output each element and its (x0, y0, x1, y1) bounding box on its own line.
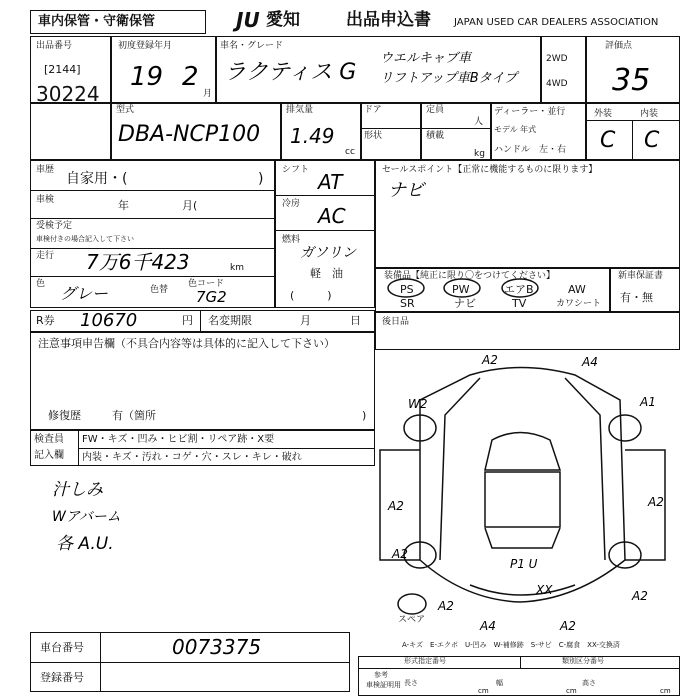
cm-unit-1: cm (478, 687, 489, 695)
damage-mark-1: A2 (482, 353, 498, 367)
km-unit: km (230, 263, 244, 273)
color-code-value: 7G2 (196, 288, 227, 306)
shaken-label: 車検 (36, 195, 55, 205)
mileage-value: 7万6千423 (86, 250, 190, 274)
damage-mark-4: A1 (640, 395, 656, 409)
damage-mark-9: XX (536, 583, 553, 597)
form-title: 出品申込書 (346, 10, 431, 30)
color-code-label: 色コード (188, 279, 225, 289)
lot-label: 出品番号 (36, 41, 73, 51)
load-label: 積載 (426, 131, 445, 141)
equip-ps: PS (400, 283, 414, 296)
drive-4wd: 4WD (546, 79, 568, 89)
fuel-label: 燃料 (282, 235, 301, 245)
sales-point-value: ナビ (388, 180, 424, 201)
lot-number: 30224 (36, 82, 100, 106)
damage-mark-6: A2 (648, 495, 664, 509)
cm-unit-2: cm (566, 687, 577, 695)
damage-mark-5: A2 (388, 499, 404, 513)
ac-label: 冷房 (282, 199, 301, 209)
color-label: 色 (36, 279, 46, 289)
damage-mark-7: A2 (392, 547, 408, 561)
cc-unit: cc (345, 147, 355, 157)
registration-month: 2 (182, 62, 199, 92)
registration-label: 初度登録年月 (118, 41, 173, 51)
fuel-paren: ( ) (290, 289, 332, 302)
handwritten-note-1: 汁しみ (52, 480, 103, 500)
damage-mark-12: A2 (560, 619, 576, 633)
warranty-options: 有・無 (620, 291, 653, 304)
model-year-label: モデル 年式 (494, 125, 537, 134)
inspector-label-1: 検査員 (34, 434, 64, 445)
interior-line: 内装・キズ・汚れ・コゲ・穴・スレ・キレ・破れ (82, 452, 302, 463)
height-label: 高さ (582, 679, 596, 687)
equipment-label: 装備品【純正に限り〇をつけてください】 (384, 271, 556, 281)
later-item-block (375, 312, 680, 350)
cm-unit-3: cm (660, 687, 671, 695)
person-unit: 人 (474, 117, 484, 127)
damage-legend: A-キズ E-エクボ U-凹み W-補修跡 S-サビ C-腐食 XX-交換済 (402, 641, 620, 649)
ext-value: C (600, 128, 616, 153)
spare-label: スペア (398, 615, 426, 625)
cert-label: 車検証明用 (366, 681, 401, 689)
damage-mark-11: A4 (480, 619, 496, 633)
capacity-label: 定員 (426, 105, 445, 115)
sales-point-block (375, 160, 680, 268)
color-value: グレー (60, 284, 109, 303)
car-note-2: リフトアップ車Bタイプ (380, 71, 517, 86)
repair-value: 有（箇所 (112, 409, 156, 422)
ac-value: AC (318, 204, 346, 228)
jyushin-note: 車検付きの場合記入して下さい (36, 235, 134, 243)
shift-value: AT (318, 170, 343, 194)
drive-2wd: 2WD (546, 54, 568, 64)
warranty-label: 新車保証書 (618, 271, 664, 281)
ref-label: 参考 (374, 671, 388, 679)
int-label: 内装 (640, 109, 659, 119)
org-name: 愛知 (266, 10, 300, 30)
model-value: DBA-NCP100 (118, 122, 261, 147)
equip-aw: AW (568, 283, 586, 296)
notes-label: 注意事項申告欄（不具合内容等は具体的に記入して下さい） (38, 337, 335, 350)
shift-label: シフト (282, 165, 310, 175)
kg-unit: kg (474, 149, 485, 159)
ju-logo: JU (236, 8, 260, 32)
name-change-day: 日 (350, 314, 361, 327)
car-name-label: 車名・グレード (220, 41, 284, 51)
history-value: 自家用・( (66, 171, 128, 187)
recycle-value: 10670 (80, 310, 138, 331)
spec-number-label: 形式指定番号 (404, 657, 446, 665)
door-label: ドア (364, 105, 382, 115)
width-label: 幅 (496, 679, 503, 687)
equip-seat: カワシート (556, 299, 602, 309)
registration-number-label: 登録番号 (40, 671, 84, 684)
damage-mark-2: A4 (582, 355, 598, 369)
fw-line: FW・キズ・凹み・ヒビ割・リペア跡・X要 (82, 434, 275, 445)
association-name: JAPAN USED CAR DEALERS ASSOCIATION (454, 17, 659, 28)
registration-month-unit: 月 (203, 89, 213, 99)
ext-label: 外装 (594, 109, 613, 119)
sales-point-label: セールスポイント【正常に機能するものに限ります】 (382, 165, 598, 175)
displacement-value: 1.49 (290, 124, 335, 148)
damage-mark-10: A2 (438, 599, 454, 613)
recycle-label: R券 (36, 314, 55, 327)
inspector-label-2: 記入欄 (34, 450, 64, 461)
damage-mark-8: P1 U (510, 557, 538, 571)
shaken-month-day: 月( (182, 199, 198, 212)
storage-label: 車内保管・守衛保管 (38, 14, 156, 29)
damage-mark-3: W2 (408, 397, 428, 411)
registration-year: 19 (130, 62, 164, 92)
model-label: 型式 (116, 105, 135, 115)
shape-label: 形状 (364, 131, 383, 141)
equip-airbag: エアB (504, 283, 534, 296)
int-value: C (644, 128, 660, 153)
displacement-label: 排気量 (286, 105, 314, 115)
name-change-month: 月 (300, 314, 311, 327)
car-name: ラクティス G (224, 60, 357, 85)
handwritten-note-2: Wアバーム (52, 509, 121, 525)
handwritten-note-3: 各 A.U. (56, 534, 114, 554)
car-note-1: ウエルキャブ車 (380, 51, 472, 66)
history-label: 車歴 (36, 165, 55, 175)
jyushin-label: 受検予定 (36, 221, 73, 231)
equip-tv: TV (512, 297, 527, 310)
repair-close: ) (362, 409, 367, 422)
equip-sr: SR (400, 297, 415, 310)
fuel-value: ガソリン (300, 245, 356, 261)
rating-value: 35 (612, 63, 651, 98)
shaken-year: 年 (118, 199, 129, 212)
chassis-label: 車台番号 (40, 641, 84, 654)
oil-label: 軽 油 (310, 267, 343, 280)
mileage-label: 走行 (36, 251, 55, 261)
later-item-label: 後日品 (382, 317, 410, 327)
repair-label: 修復歴 (48, 409, 81, 422)
damage-mark-13: A2 (632, 589, 648, 603)
length-label: 長さ (404, 679, 418, 687)
dealer-label: ディーラー・並行 (494, 107, 566, 117)
paint-change-label: 色替 (150, 285, 169, 295)
lot-small: [2144] (44, 63, 81, 76)
history-close: ) (258, 171, 264, 187)
handle-label: ハンドル 左・右 (494, 145, 567, 155)
chassis-value: 0073375 (172, 635, 262, 659)
equip-pw: PW (452, 283, 470, 296)
name-change-label: 名変期限 (208, 314, 252, 327)
class-number-label: 類別区分番号 (562, 657, 604, 665)
equip-navi: ナビ (454, 297, 476, 310)
yen-unit: 円 (182, 314, 193, 327)
rating-label: 評価点 (605, 41, 633, 51)
